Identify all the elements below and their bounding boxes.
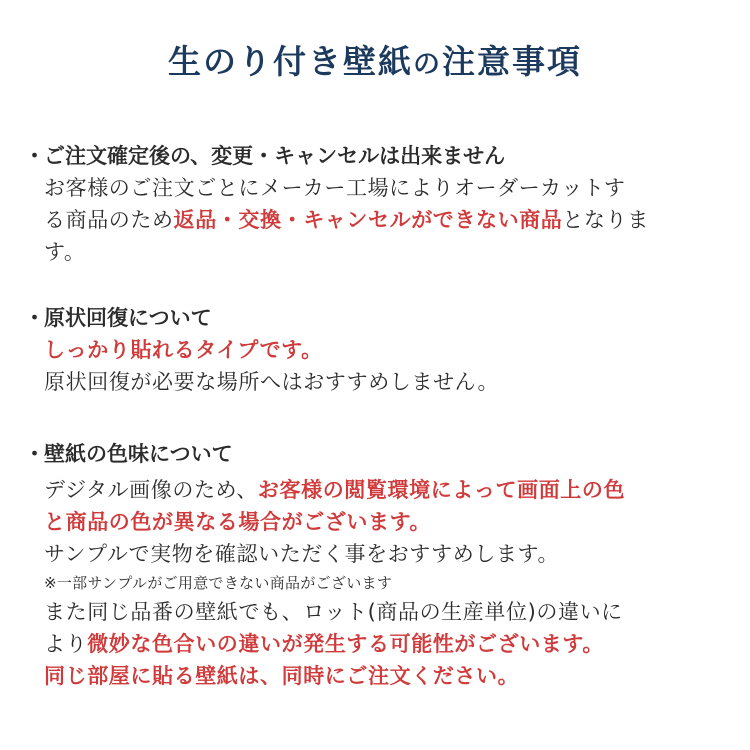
footnote [44, 570, 730, 596]
section-heading [24, 438, 730, 470]
section-heading [24, 140, 730, 172]
section-heading-text: ご注文確定後の、変更・キャンセルは出来ません [44, 144, 506, 168]
section-heading-text: 原状回復について [44, 306, 212, 330]
notice-color [24, 438, 730, 692]
body-line [44, 506, 730, 538]
highlight-text: お客様の閲覧環境によって画面上の色 [257, 478, 626, 502]
body-line [44, 474, 730, 506]
bullet-mark: ・ [24, 442, 45, 466]
bullet-mark: ・ [24, 144, 45, 168]
body-line [44, 236, 730, 268]
section-body [24, 334, 730, 398]
body-line [44, 628, 730, 660]
bullet-mark: ・ [24, 306, 45, 330]
body-text: お客様のご注文ごとにメーカー工場によりオーダーカットす [44, 176, 626, 200]
section-body [24, 172, 730, 268]
body-text: デジタル画像のため、 [44, 478, 258, 502]
section-heading [24, 302, 730, 334]
highlight-text: と商品の色が異なる場合がございます。 [44, 510, 432, 534]
section-heading-text: 壁紙の色味について [44, 442, 233, 466]
body-line [44, 538, 730, 570]
title-main: 生のり付き壁紙 [168, 42, 413, 81]
footnote-text: ※一部サンプルがご用意できない商品がございます [44, 574, 393, 592]
body-line [44, 334, 730, 366]
highlight-text: 返品・交換・キャンセルができない商品 [173, 208, 563, 232]
body-line [44, 660, 730, 692]
highlight-text: 同じ部屋に貼る壁紙は、同時にご注文ください。 [44, 664, 520, 688]
body-text: より [44, 632, 88, 656]
highlight-text: しっかり貼れるタイプです。 [44, 338, 323, 362]
body-text: サンプルで実物を確認いただく事をおすすめします。 [44, 542, 560, 566]
body-line [44, 366, 730, 398]
highlight-text: 微妙な色合いの違いが発生する可能性がございます。 [87, 632, 604, 656]
body-text: す。 [44, 240, 86, 264]
body-text: また同じ品番の壁紙でも、ロット(商品の生産単位)の違いに [44, 600, 623, 624]
body-text: となりま [562, 208, 649, 232]
body-line [44, 172, 730, 204]
body-line [44, 204, 730, 236]
notice-cancellation [24, 140, 730, 268]
section-body [24, 474, 730, 692]
body-text: る商品のため [44, 208, 174, 232]
body-text: 原状回復が必要な場所へはおすすめしません。 [44, 370, 500, 394]
title-particle: の [413, 49, 442, 80]
notice-restoration [24, 302, 730, 398]
title-rest: 注意事項 [442, 42, 582, 81]
page-title [0, 36, 750, 83]
body-line [44, 596, 730, 628]
